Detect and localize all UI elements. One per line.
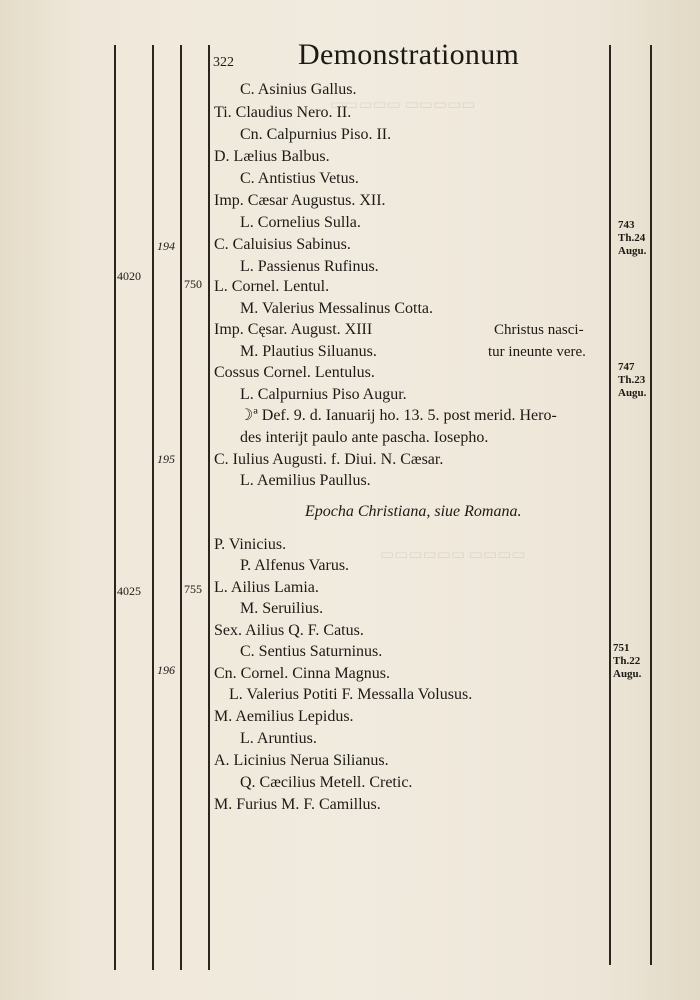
column-rule-2 (152, 45, 154, 970)
text-line: C. Sentius Saturninus. (240, 643, 383, 660)
column-rule-3 (180, 45, 182, 970)
note-label: Th.22 (613, 655, 641, 667)
text-line: C. Antistius Vetus. (240, 170, 359, 187)
text-line: L. Valerius Potiti F. Messalla Volusus. (229, 686, 473, 703)
year-number: 4025 (117, 584, 141, 598)
text-line: Imp. Cæsar Augustus. XII. (214, 192, 386, 209)
text-line: ☽ª Def. 9. d. Ianuarij ho. 13. 5. post merid. Hero- (239, 407, 557, 424)
note-label: Th.24 (618, 232, 646, 244)
bleed-through-texture: ▭▭▭▭▭▭ ▭▭▭▭ (380, 547, 526, 563)
side-note-line: Christus nasci- (494, 322, 584, 338)
text-line: L. Calpurnius Piso Augur. (240, 386, 407, 403)
right-margin-note (618, 361, 646, 400)
text-line: M. Furius M. F. Camillus. (214, 796, 381, 813)
text-line: Sex. Ailius Q. F. Catus. (214, 622, 364, 639)
text-line: Cn. Cornel. Cinna Magnus. (214, 665, 390, 682)
year-number: 196 (157, 663, 175, 677)
note-month: Augu. (618, 387, 647, 399)
text-line: des interijt paulo ante pascha. Iosepho. (240, 429, 489, 446)
note-label: Th.23 (618, 374, 646, 386)
text-line: C. Asinius Gallus. (240, 81, 357, 98)
text-line: C. Caluisius Sabinus. (214, 236, 351, 253)
text-line: C. Iulius Augusti. f. Diui. N. Cæsar. (214, 451, 444, 468)
text-line: Cossus Cornel. Lentulus. (214, 364, 375, 381)
column-rule-5 (609, 45, 611, 965)
note-year: 747 (618, 361, 635, 373)
bleed-through-texture: ▭▭▭▭▭ ▭▭▭▭▭ (330, 97, 476, 113)
text-line: L. Aemilius Paullus. (240, 472, 371, 489)
text-line: Ti. Claudius Nero. II. (214, 104, 352, 121)
text-line: P. Vinicius. (214, 536, 287, 553)
text-line: D. Lælius Balbus. (214, 148, 330, 165)
text-line: M. Seruilius. (240, 600, 324, 617)
note-year: 743 (618, 219, 635, 231)
column-rule-1 (114, 45, 116, 970)
page-title: Demonstrationum (298, 38, 520, 71)
year-number: 195 (157, 452, 175, 466)
note-year: 751 (613, 642, 630, 654)
text-line: L. Passienus Rufinus. (240, 258, 379, 275)
text-line: M. Plautius Siluanus. (240, 343, 377, 360)
column-rule-6 (650, 45, 652, 965)
text-line: M. Aemilius Lepidus. (214, 708, 354, 725)
section-heading: Epocha Christiana, siue Romana. (305, 503, 522, 520)
year-number: 750 (184, 277, 202, 291)
page-number: 322 (213, 55, 234, 70)
text-line: L. Cornelius Sulla. (240, 214, 361, 231)
year-number: 194 (157, 239, 175, 253)
text-line: Cn. Calpurnius Piso. II. (240, 126, 392, 143)
side-note-line: tur ineunte vere. (488, 344, 586, 360)
column-rule-4 (208, 45, 210, 970)
text-line: P. Alfenus Varus. (240, 557, 350, 574)
text-line: A. Licinius Nerua Silianus. (214, 752, 389, 769)
right-margin-note (613, 642, 641, 681)
text-line: L. Aruntius. (240, 730, 317, 747)
text-line: Q. Cæcilius Metell. Cretic. (240, 774, 413, 791)
text-line: L. Cornel. Lentul. (214, 278, 330, 295)
text-line: M. Valerius Messalinus Cotta. (240, 300, 434, 317)
year-number: 4020 (117, 269, 141, 283)
note-month: Augu. (618, 245, 647, 257)
note-month: Augu. (613, 668, 642, 680)
text-line: L. Ailius Lamia. (214, 579, 319, 596)
text-line: Imp. Cęsar. August. XIII (214, 321, 373, 338)
right-margin-note (618, 219, 646, 258)
year-number: 755 (184, 582, 202, 596)
